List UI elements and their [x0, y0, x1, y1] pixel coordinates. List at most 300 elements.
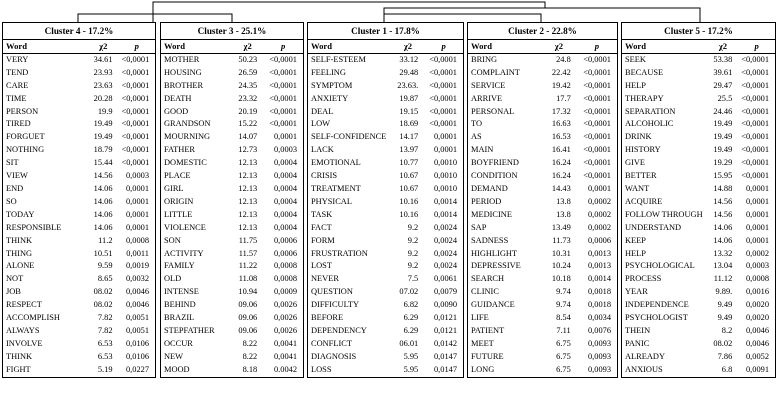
chi2-cell: 19.42 — [551, 80, 571, 90]
table-row — [308, 235, 463, 248]
p-value-cell: 0,0079 — [433, 287, 457, 297]
p-value-cell: <0,0001 — [121, 145, 150, 155]
chi2-cell: 16.41 — [551, 145, 571, 155]
chi2-cell: 9.74 — [556, 287, 571, 297]
table-row — [622, 364, 775, 377]
chi2-cell: 06.01 — [399, 338, 419, 348]
chi2-cell: 8.2 — [721, 325, 733, 335]
table-row — [308, 80, 463, 93]
chi2-cell: 23.63. — [397, 80, 419, 90]
word-cell: ALONE — [6, 261, 35, 271]
table-row — [622, 248, 775, 261]
p-value-cell: 0,0008 — [273, 274, 297, 284]
p-value-cell: 0,0147 — [433, 364, 457, 374]
word-cell: SEPARATION — [625, 106, 676, 116]
cluster-title: Cluster 2 - 22.8% — [468, 23, 617, 40]
word-cell: BEHIND — [164, 300, 196, 310]
p-value-cell: 0,0004 — [273, 222, 297, 232]
table-row — [3, 260, 155, 273]
table-row — [161, 131, 303, 144]
chi2-cell: 13.97 — [399, 145, 419, 155]
cluster-2-table — [467, 22, 618, 378]
word-cell: PERSON — [6, 106, 39, 116]
p-value-cell: 0,0020 — [745, 313, 769, 323]
word-cell: GUIDANCE — [471, 300, 515, 310]
table-row — [3, 338, 155, 351]
chi2-cell: 19.49 — [713, 132, 733, 142]
chi2-cell: 8.22 — [242, 351, 258, 361]
word-cell: GOOD — [164, 106, 189, 116]
table-row — [622, 196, 775, 209]
word-cell: MEET — [471, 338, 494, 348]
table-row — [161, 118, 303, 131]
word-cell: DRINK — [625, 132, 652, 142]
p-value-cell: 0,0001 — [745, 196, 769, 206]
word-cell: GIRL — [164, 183, 184, 193]
word-cell: FAMILY — [164, 261, 195, 271]
word-cell: DIAGNOSIS — [311, 351, 357, 361]
word-cell: LONG — [471, 364, 495, 374]
table-row — [308, 222, 463, 235]
p-value-cell: 0,0046 — [125, 287, 149, 297]
table-row — [468, 351, 617, 364]
p-value-cell: 0,0026 — [273, 313, 297, 323]
chi2-cell: 14.07 — [238, 132, 258, 142]
table-row — [308, 170, 463, 183]
word-cell: CLINIC — [471, 287, 499, 297]
word-cell: THEIN — [625, 325, 651, 335]
word-cell: INDEPENDENCE — [625, 300, 689, 310]
chi2-cell: 29.48 — [399, 67, 419, 77]
chi2-cell: 11.57 — [238, 248, 258, 258]
p-value-cell: 0,0142 — [433, 338, 457, 348]
p-value-cell: <0,0001 — [429, 106, 457, 116]
chi2-cell: 8.65 — [97, 274, 113, 284]
chi2-cell: 50.23 — [238, 54, 258, 64]
column-header-chi2: χ2 — [232, 40, 263, 54]
word-cell: QUESTION — [311, 287, 353, 297]
table-row — [622, 325, 775, 338]
table-row — [308, 183, 463, 196]
column-header-chi2: χ2 — [88, 40, 118, 54]
table-row — [161, 338, 303, 351]
chi2-cell: 6.75 — [556, 351, 571, 361]
column-header-word: Word — [308, 40, 392, 54]
table-row — [3, 67, 155, 80]
chi2-cell: 14.06 — [93, 183, 113, 193]
chi2-cell: 08.02 — [93, 287, 113, 297]
cluster-table-body — [3, 23, 155, 377]
word-cell: KEEP — [625, 235, 646, 245]
word-cell: BECAUSE — [625, 67, 664, 77]
table-row — [308, 67, 463, 80]
table-row — [308, 364, 463, 377]
chi2-cell: 19.87 — [399, 93, 419, 103]
dendrogram-root — [153, 2, 545, 22]
p-value-cell: <0,0001 — [121, 132, 150, 142]
chi2-cell: 5.19 — [97, 364, 113, 374]
p-value-cell: 0,0004 — [273, 171, 297, 181]
column-header-word: Word — [622, 40, 708, 54]
table-header-row — [622, 40, 775, 54]
chi2-cell: 12.73 — [238, 145, 258, 155]
table-row — [622, 106, 775, 119]
table-row — [622, 222, 775, 235]
chi2-cell: 09.06 — [238, 313, 258, 323]
word-cell: UNDERSTAND — [625, 222, 682, 232]
word-cell: AS — [471, 132, 482, 142]
p-value-cell: <0,0001 — [269, 67, 297, 77]
table-row — [308, 248, 463, 261]
p-value-cell: 0,0004 — [273, 209, 297, 219]
column-header-word: Word — [468, 40, 541, 54]
chi2-cell: 19.29 — [713, 158, 733, 168]
p-value-cell: 0,0147 — [433, 351, 457, 361]
chi2-cell: 17.32 — [551, 106, 571, 116]
table-row — [622, 118, 775, 131]
p-value-cell: 0,0003 — [273, 145, 297, 155]
table-row — [468, 286, 617, 299]
table-row — [622, 183, 775, 196]
word-cell: TIME — [6, 93, 27, 103]
word-cell: ALREADY — [625, 351, 666, 361]
p-value-cell: <0,0001 — [741, 80, 770, 90]
p-value-cell: <0,0001 — [429, 93, 457, 103]
table-row — [3, 131, 155, 144]
p-value-cell: 0,0106 — [125, 351, 149, 361]
chi2-cell: 10.18 — [551, 274, 571, 284]
p-value-cell: 0,0013 — [587, 248, 611, 258]
table-row — [468, 118, 617, 131]
p-value-cell: 0,0041 — [273, 351, 297, 361]
p-value-cell: 0,0008 — [273, 261, 297, 271]
chi2-cell: 23.93 — [93, 67, 113, 77]
table-row — [161, 80, 303, 93]
word-cell: NOT — [6, 274, 24, 284]
chi2-cell: 18.69 — [399, 119, 419, 129]
table-row — [622, 209, 775, 222]
p-value-cell: <0,0001 — [741, 54, 770, 64]
table-row — [622, 286, 775, 299]
chi2-cell: 34.61 — [93, 54, 113, 64]
table-row — [161, 325, 303, 338]
table-row — [3, 273, 155, 286]
p-value-cell: 0,0020 — [745, 300, 769, 310]
table-row — [622, 131, 775, 144]
word-cell: YEAR — [625, 287, 648, 297]
p-value-cell: <0,0001 — [583, 145, 611, 155]
word-cell: FORGUET — [6, 132, 45, 142]
table-row — [161, 144, 303, 157]
p-value-cell: <0,0001 — [741, 158, 770, 168]
word-cell: BRING — [471, 54, 498, 64]
table-row — [468, 325, 617, 338]
word-cell: INVOLVE — [6, 338, 43, 348]
dendrogram-branch-inner — [384, 14, 541, 22]
chi2-cell: 11.08 — [238, 274, 258, 284]
table-row — [468, 93, 617, 106]
cluster-4-table — [2, 22, 156, 378]
table-row — [468, 235, 617, 248]
table-row — [308, 299, 463, 312]
chi2-cell: 23.63 — [93, 80, 113, 90]
word-cell: PERSONAL — [471, 106, 515, 116]
word-cell: WANT — [625, 183, 650, 193]
word-cell: ALWAYS — [6, 325, 40, 335]
p-value-cell: <0,0001 — [583, 106, 611, 116]
chi2-cell: 10.94 — [238, 287, 258, 297]
dendrogram — [0, 0, 778, 24]
cluster-1-table — [307, 22, 464, 378]
table-header-row — [308, 40, 463, 54]
table-row — [308, 286, 463, 299]
column-header-p: p — [738, 40, 775, 54]
table-row — [3, 144, 155, 157]
cluster-table-body — [468, 23, 617, 377]
table-row — [161, 364, 303, 377]
table-row — [468, 364, 617, 377]
table-row — [161, 106, 303, 119]
chi2-cell: 12.13 — [238, 183, 258, 193]
p-value-cell: <0,0001 — [741, 119, 770, 129]
p-value-cell: 0,0013 — [587, 261, 611, 271]
p-value-cell: 0,0051 — [125, 325, 149, 335]
table-row — [3, 53, 155, 66]
table-row — [622, 93, 775, 106]
p-value-cell: <0,0001 — [741, 93, 770, 103]
p-value-cell: 0,0010 — [433, 158, 457, 168]
table-row — [468, 67, 617, 80]
table-row — [308, 144, 463, 157]
word-cell: GIVE — [625, 158, 646, 168]
table-row — [468, 144, 617, 157]
table-row — [161, 351, 303, 364]
chi2-cell: 6.75 — [556, 364, 571, 374]
p-value-cell: <0,0001 — [583, 93, 611, 103]
chi2-cell: 12.13 — [238, 222, 258, 232]
p-value-cell: <0,0001 — [583, 80, 611, 90]
word-cell: END — [6, 183, 24, 193]
word-cell: PERIOD — [471, 196, 502, 206]
p-value-cell: <0,0001 — [269, 80, 297, 90]
chi2-cell: 15.95 — [713, 171, 733, 181]
word-cell: THINK — [6, 351, 33, 361]
word-cell: HELP — [625, 80, 646, 90]
p-value-cell: <0,0001 — [269, 119, 297, 129]
table-row — [468, 222, 617, 235]
chi2-cell: 16.53 — [551, 132, 571, 142]
chi2-cell: 9.74 — [556, 300, 571, 310]
p-value-cell: 0,0006 — [273, 235, 297, 245]
table-header-row — [3, 40, 155, 54]
table-header-row — [161, 40, 303, 54]
table-row — [622, 338, 775, 351]
word-cell: ANXIOUS — [625, 364, 663, 374]
p-value-cell: 0,0014 — [587, 274, 611, 284]
table-header-row — [468, 40, 617, 54]
chi2-cell: 19.9 — [97, 106, 113, 116]
chi2-cell: 7.11 — [556, 325, 571, 335]
chi2-cell: 53.38 — [713, 54, 733, 64]
word-cell: SELF-CONFIDENCE — [311, 132, 387, 142]
table-row — [622, 235, 775, 248]
table-row — [468, 80, 617, 93]
p-value-cell: 0,0008 — [745, 274, 769, 284]
cluster-title: Cluster 5 - 17.2% — [622, 23, 775, 40]
word-cell: PATIENT — [471, 325, 505, 335]
table-row — [3, 93, 155, 106]
table-row — [161, 93, 303, 106]
chi2-cell: 9.49 — [717, 300, 733, 310]
chi2-cell: 14.56 — [713, 196, 733, 206]
chi2-cell: 22.42 — [551, 67, 571, 77]
p-value-cell: 0,0061 — [433, 274, 457, 284]
chi2-cell: 14.17 — [399, 132, 419, 142]
table-row — [3, 183, 155, 196]
chi2-cell: 11.22 — [238, 261, 258, 271]
table-row — [161, 170, 303, 183]
table-row — [468, 312, 617, 325]
p-value-cell: 0,0004 — [273, 183, 297, 193]
chi2-cell: 39.61 — [713, 67, 733, 77]
word-cell: TREATMENT — [311, 183, 361, 193]
p-value-cell: <0,0001 — [741, 145, 770, 155]
chi2-cell: 23.32 — [238, 93, 258, 103]
p-value-cell: 0,0001 — [587, 183, 611, 193]
word-cell: LOW — [311, 119, 331, 129]
word-cell: SEEK — [625, 54, 646, 64]
word-cell: SELF-ESTEEM — [311, 54, 366, 64]
chi2-cell: 08.02 — [713, 338, 733, 348]
table-row — [308, 106, 463, 119]
table-row — [468, 106, 617, 119]
table-row — [308, 338, 463, 351]
chi2-cell: 9.89. — [715, 287, 733, 297]
chi2-cell: 14.43 — [551, 183, 571, 193]
column-header-p: p — [119, 40, 155, 54]
cluster-title: Cluster 4 - 17.2% — [3, 23, 155, 40]
chi2-cell: 19.15 — [399, 106, 419, 116]
table-row — [468, 131, 617, 144]
cluster-3-table — [160, 22, 304, 378]
p-value-cell: 0,0014 — [433, 196, 457, 206]
dendrogram-branch-left — [78, 14, 232, 22]
word-cell: TIRED — [6, 119, 31, 129]
chi2-cell: 6.82 — [403, 300, 419, 310]
cluster-title: Cluster 1 - 17.8% — [308, 23, 463, 40]
cluster-title: Cluster 3 - 25.1% — [161, 23, 303, 40]
p-value-cell: 0,0003 — [745, 261, 769, 271]
table-row — [3, 312, 155, 325]
word-cell: ORIGIN — [164, 196, 194, 206]
p-value-cell: 0,0001 — [745, 209, 769, 219]
chi2-cell: 29.47 — [713, 80, 733, 90]
p-value-cell: 0,0032 — [125, 274, 149, 284]
chi2-cell: 5.95 — [403, 364, 419, 374]
word-cell: VERY — [6, 54, 29, 64]
table-row — [468, 196, 617, 209]
table-row — [308, 260, 463, 273]
p-value-cell: 0,0019 — [125, 261, 149, 271]
word-cell: EMOTIONAL — [311, 158, 361, 168]
table-row — [468, 248, 617, 261]
chi2-cell: 11.12 — [713, 274, 733, 284]
chi2-cell: 20.19 — [238, 106, 258, 116]
p-value-cell: <0,0001 — [583, 54, 611, 64]
chi2-cell: 11.75 — [238, 235, 258, 245]
word-cell: NEW — [164, 351, 184, 361]
chi2-cell: 11.73 — [552, 235, 571, 245]
chi2-cell: 10.16 — [399, 196, 419, 206]
table-row — [468, 260, 617, 273]
chi2-cell: 26.59 — [238, 67, 258, 77]
table-row — [468, 299, 617, 312]
word-cell: DEATH — [164, 93, 192, 103]
table-row — [468, 273, 617, 286]
chi2-cell: 8.22 — [242, 338, 258, 348]
word-cell: SYMPTOM — [311, 80, 353, 90]
word-cell: FOLLOW THROUGH — [625, 209, 703, 219]
word-cell: PROCESS — [625, 274, 662, 284]
chi2-cell: 19.49 — [93, 132, 113, 142]
dendrogram-branch-right — [384, 8, 700, 22]
table-row — [3, 325, 155, 338]
column-header-p: p — [424, 40, 463, 54]
p-value-cell: 0,0001 — [433, 145, 457, 155]
word-cell: CONDITION — [471, 171, 518, 181]
table-row — [161, 260, 303, 273]
chi2-cell: 12.13 — [238, 209, 258, 219]
word-cell: PSYCHOLOGICAL — [625, 261, 695, 271]
chi2-cell: 14.06 — [93, 196, 113, 206]
word-cell: FIGHT — [6, 364, 31, 374]
p-value-cell: 0,0014 — [433, 209, 457, 219]
p-value-cell: 0,0001 — [125, 222, 149, 232]
word-cell: CONFLICT — [311, 338, 352, 348]
chi2-cell: 10.67 — [399, 171, 419, 181]
chi2-cell: 19.49 — [713, 119, 733, 129]
p-value-cell: <0,0001 — [121, 93, 150, 103]
word-cell: SERVICE — [471, 80, 506, 90]
word-cell: SIT — [6, 158, 19, 168]
chi2-cell: 09.06 — [238, 300, 258, 310]
p-value-cell: <0,0001 — [121, 80, 150, 90]
word-cell: ANXIETY — [311, 93, 349, 103]
word-cell: ALCOHOLIC — [625, 119, 674, 129]
chi2-cell: 24.35 — [238, 80, 258, 90]
chi2-cell: 17.7 — [556, 93, 571, 103]
p-value-cell: 0,0018 — [587, 287, 611, 297]
table-row — [308, 131, 463, 144]
chi2-cell: 24.8 — [556, 54, 571, 64]
p-value-cell: 0,0034 — [587, 313, 611, 323]
word-cell: SEARCH — [471, 274, 505, 284]
p-value-cell: <0,0001 — [583, 119, 611, 129]
word-cell: MOURNING — [164, 132, 211, 142]
p-value-cell: 0,0051 — [125, 313, 149, 323]
p-value-cell: 0,0010 — [433, 171, 457, 181]
chi2-cell: 10.51 — [93, 248, 113, 258]
table-row — [161, 248, 303, 261]
word-cell: HOUSING — [164, 67, 202, 77]
chi2-cell: 24.46 — [713, 106, 733, 116]
table-row — [468, 53, 617, 66]
word-cell: RESPONSIBLE — [6, 222, 62, 232]
table-row — [308, 157, 463, 170]
word-cell: CRISIS — [311, 171, 338, 181]
p-value-cell: 0,0002 — [587, 196, 611, 206]
chi2-cell: 16.63 — [551, 119, 571, 129]
